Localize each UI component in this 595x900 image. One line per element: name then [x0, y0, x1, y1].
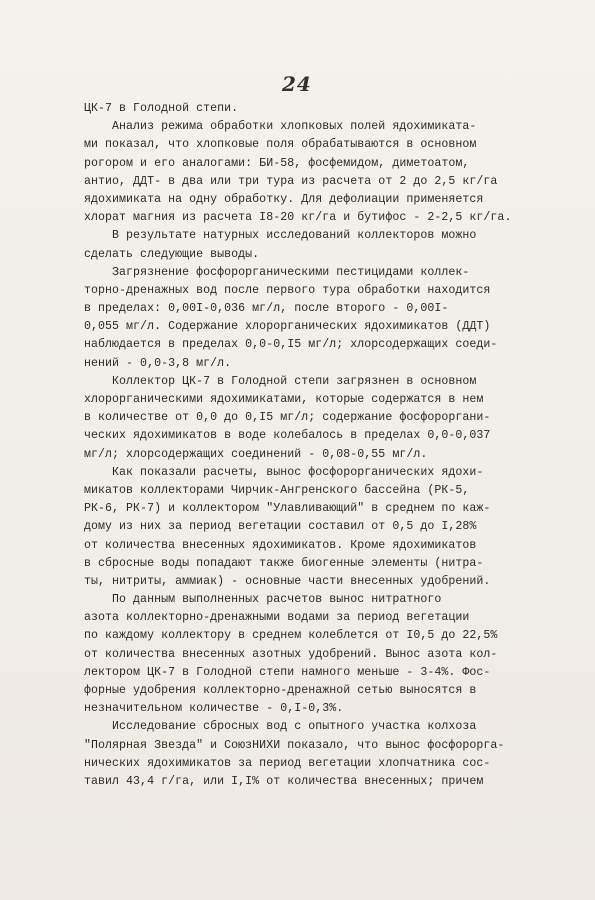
text-line: хлорорганическими ядохимикатами, которые содержатся в нем — [84, 393, 484, 406]
text-line: незначительном количестве - 0,I-0,3%. — [84, 702, 344, 716]
text-line: в количестве от 0,0 до 0,I5 мг/л; содержание фосфороргани- — [84, 411, 491, 425]
text-line: В результате натурных исследований коллекторов можно — [84, 229, 477, 243]
body-text — [84, 100, 584, 791]
text-line: ческих ядохимикатов в воде колебалось в пределах 0,0-0,037 — [84, 429, 491, 443]
text-line: азота коллекторно-дренажными водами за период вегетации — [84, 611, 470, 625]
text-line: тавил 43,4 г/га, или I,I% от количества внесенных; причем — [84, 774, 484, 788]
text-line: Загрязнение фосфорорганическими пестицидами коллек- — [84, 265, 470, 279]
text-line: в сбросные воды попадают также биогенные элементы (нитра- — [84, 556, 484, 570]
text-line: хлорат магния из расчета I8-20 кг/га и бутифос - 2-2,5 кг/га. — [84, 211, 512, 225]
text-line: ми показал, что хлопковые поля обрабатываются в основном — [84, 138, 477, 152]
text-line: сделать следующие выводы. — [84, 247, 260, 261]
text-line: торно-дренажных вод после первого тура обработки находится — [84, 283, 491, 297]
text-line: по каждому коллектору в среднем колеблется от I0,5 до 22,5% — [84, 629, 498, 643]
text-line: нических ядохимикатов за период вегетации хлопчатника сос- — [84, 756, 491, 770]
text-line: мг/л; хлорсодержащих соединений - 0,08-0,55 мг/л. — [84, 447, 428, 461]
text-line: от количества внесенных ядохимикатов. Кроме ядохимикатов — [84, 538, 477, 552]
text-line: Анализ режима обработки хлопковых полей ядохимиката- — [84, 120, 477, 134]
text-line: нений - 0,0-3,8 мг/л. — [84, 356, 232, 370]
text-line: от количества внесенных азотных удобрений. Вынос азота кол- — [84, 647, 498, 661]
text-line: "Полярная Звезда" и СоюзНИХИ показало, что вынос фосфороргa- — [84, 738, 505, 752]
text-line: Коллектор ЦК-7 в Голодной степи загрязнен в основном — [84, 374, 477, 388]
text-line: 0,055 мг/л. Содержание хлорорганических ядохимикатов (ДДТ) — [84, 320, 491, 334]
text-line: рогором и его аналогами: БИ-58, фосфемидом, диметоатом, — [84, 156, 470, 170]
text-line: антио, ДДТ- в два или три тура из расчета от 2 до 2,5 кг/га — [84, 174, 498, 188]
text-line: ядохимиката на одну обработку. Для дефолиации применяется — [84, 192, 484, 206]
text-line: дому из них за период вегетации составил от 0,5 до I,28% — [84, 520, 477, 534]
text-line: ЦК-7 в Голодной степи. — [84, 102, 239, 115]
text-line: в пределах: 0,00I-0,036 мг/л, после второго - 0,00I- — [84, 302, 449, 316]
page-number: 24 — [282, 72, 312, 96]
text-line: Как показали расчеты, вынос фосфорорганических ядохи- — [84, 465, 484, 479]
text-line: Исследование сбросных вод с опытного участка колхоза — [84, 720, 477, 734]
text-line: наблюдается в пределах 0,0-0,I5 мг/л; хлорсодержащих соеди- — [84, 338, 498, 352]
text-line: ты, нитриты, аммиак) - основные части внесенных удобрений. — [84, 574, 491, 588]
text-line: микатов коллекторами Чирчик-Ангренского бассейна (РК-5, — [84, 483, 470, 497]
text-line: РК-6, РК-7) и коллектором "Улавливающий" в среднем по каж- — [84, 502, 491, 516]
text-line: По данным выполненных расчетов вынос нитратного — [84, 593, 442, 607]
text-line: форные удобрения коллекторно-дренажной сетью выносятся в — [84, 684, 477, 697]
text-line: лектором ЦК-7 в Голодной степи намного меньше - 3-4%. Фос- — [84, 665, 491, 679]
